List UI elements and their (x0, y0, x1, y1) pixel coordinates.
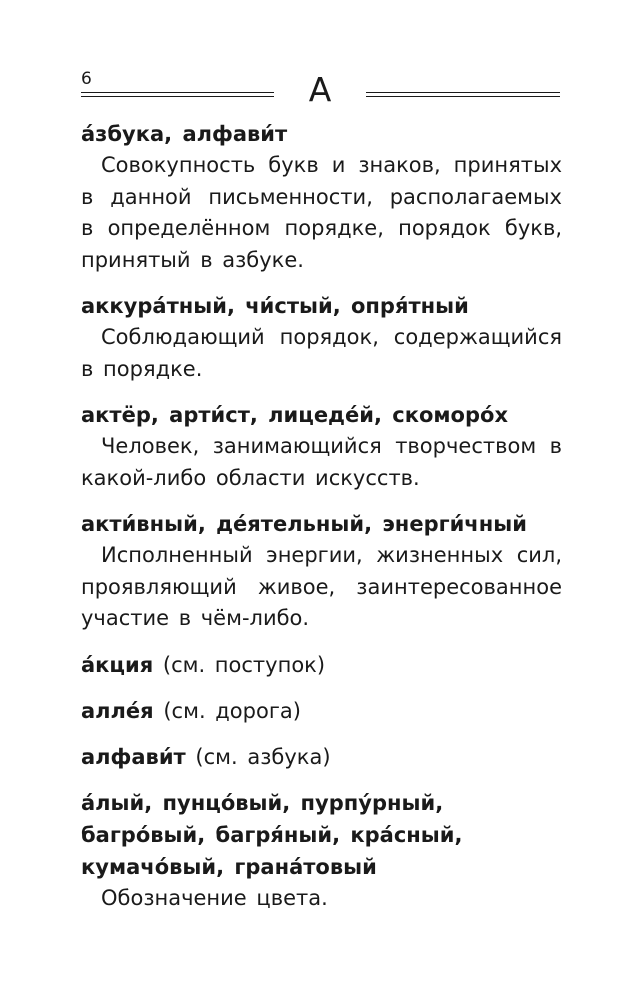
page-number: 6 (81, 69, 92, 89)
entry-headword: актёр, арти́ст, лицеде́й, скоморо́х (81, 403, 508, 427)
cross-reference (81, 741, 562, 773)
dictionary-entry (81, 787, 562, 915)
section-letter: А (308, 70, 332, 109)
cross-reference (81, 649, 562, 681)
entry-headword: кумачо́вый, грана́товый (81, 854, 377, 879)
dictionary-entry (81, 508, 562, 635)
cross-reference (81, 695, 562, 727)
xref-target: (см. дорога) (163, 698, 301, 723)
entry-headword: а́лый, пунцо́вый, пурпу́рный, (81, 790, 444, 815)
entry-definition: Человек, занимающийся творчеством в какой-либо области искусств. (81, 434, 562, 490)
xref-target: (см. азбука) (195, 744, 331, 769)
entry-headword: а́збука, алфави́т (81, 122, 288, 146)
entry-headword: багро́вый, багря́ный, кра́сный, (81, 822, 463, 847)
entry-definition: Совокупность букв и знаков, принятых в данной письменности, располагаемых в определённом порядке, порядок букв, принятый в азбуке. (81, 153, 562, 272)
entry-headword: акти́вный, де́ятельный, энерги́чный (81, 512, 527, 536)
entry-definition: Исполненный энергии, жизненных сил, проявляющий живое, заинтересованное участие в чём-либо. (81, 543, 562, 630)
xref-headword: алфави́т (81, 744, 186, 769)
xref-target: (см. поступок) (162, 652, 326, 677)
entry-definition: Обозначение цвета. (101, 885, 328, 910)
entry-definition: Соблюдающий порядок, содержащийся в порядке. (81, 325, 562, 381)
xref-headword: алле́я (81, 698, 154, 723)
dictionary-entries (81, 118, 562, 914)
xref-headword: а́кция (81, 652, 154, 677)
dictionary-entry (81, 290, 562, 385)
dictionary-entry (81, 118, 562, 276)
header-rule-right (366, 92, 560, 97)
header-rule-left (81, 92, 274, 97)
entry-headword: аккура́тный, чи́стый, опря́тный (81, 294, 469, 318)
dictionary-entry (81, 399, 562, 494)
